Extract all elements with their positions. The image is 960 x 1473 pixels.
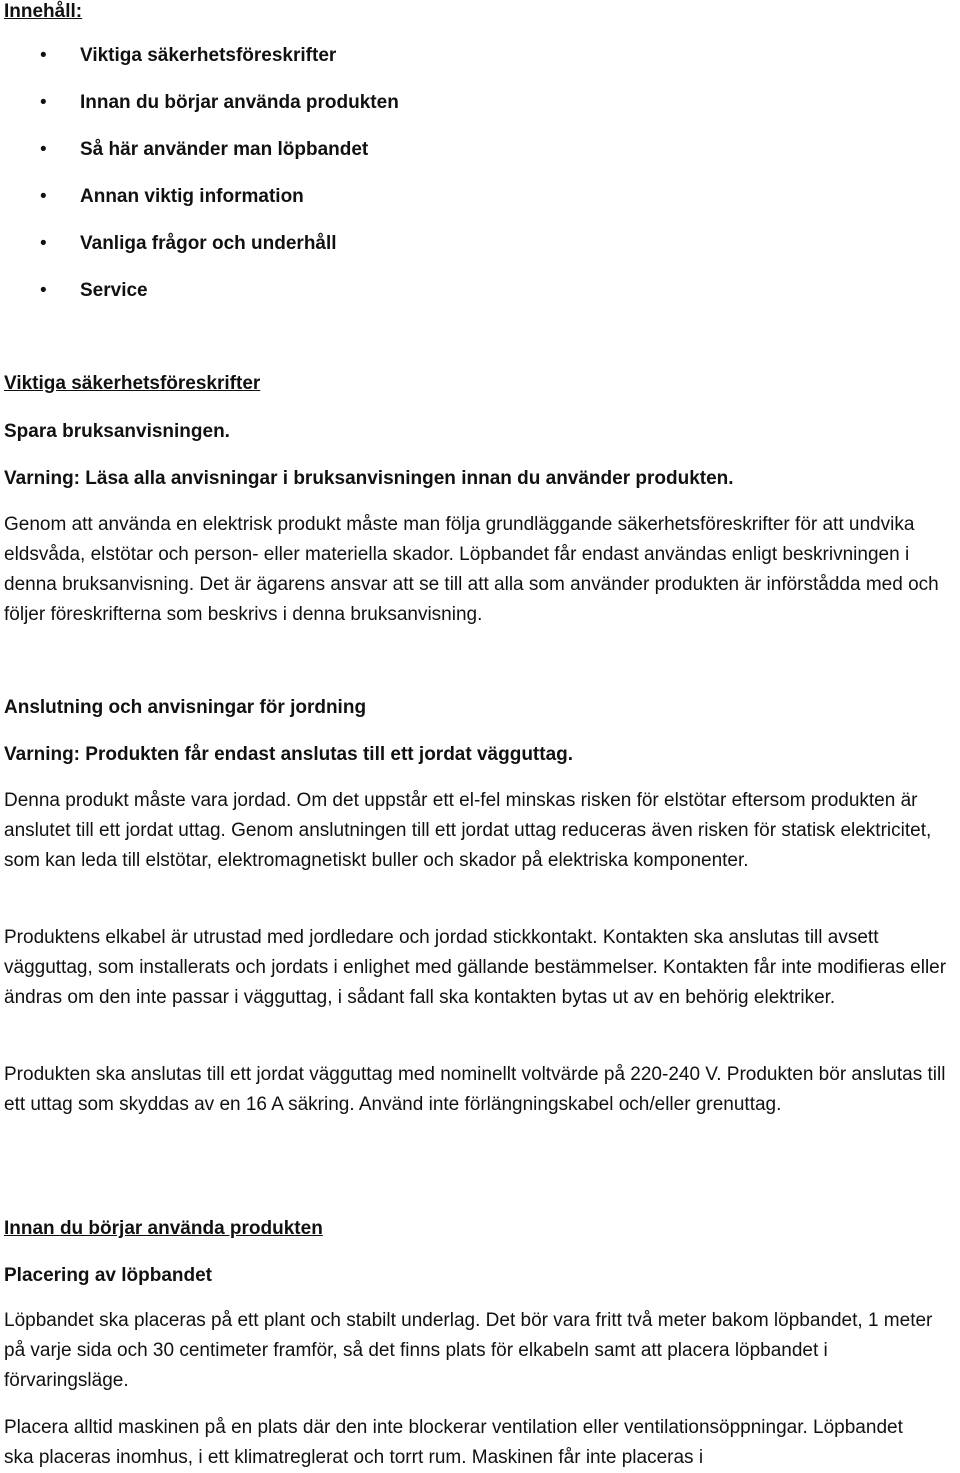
bullet-icon: • — [40, 92, 47, 113]
toc-item-label: Innan du börjar använda produkten — [80, 92, 399, 113]
grounding-warning: Varning: Produkten får endast anslutas till ett jordat vägguttag. — [4, 744, 574, 765]
placement-paragraph-1: Löpbandet ska placeras på ett plant och stabilt underlag. Det bör vara fritt två meter bakom löpbandet, 1 meter på varje sida och 30 centimeter framför, så det finns plats för elkabeln samt att placera löpbandet i förvaringsläge. — [4, 1310, 933, 1391]
grounding-paragraph-2: Produktens elkabel är utrustad med jordledare och jordad stickkontakt. Kontakten ska anslutas till avsett vägguttag, som installerats och jordats i enlighet med gällande bestämmelser. Kontakten får inte modifieras eller ändras om den inte passar i vägguttag, i sådant fall ska kontakten bytas ut av en behörig elektriker. — [4, 927, 947, 1008]
section-heading-before: Innan du börjar använda produkten — [4, 1218, 323, 1239]
toc-item[interactable] — [4, 44, 904, 91]
placement-paragraph-2: Placera alltid maskinen på en plats där den inte blockerar ventilation eller ventilationsöppningar. Löpbandet ska placeras inomhus, i ett klimatreglerat och torrt rum. Maskinen får inte placeras i — [4, 1417, 903, 1468]
toc-item[interactable] — [4, 138, 904, 185]
toc-item[interactable] — [4, 232, 904, 279]
toc-item[interactable] — [4, 279, 904, 326]
save-instructions-text: Spara bruksanvisningen. — [4, 421, 230, 442]
toc-title: Innehåll: — [4, 1, 83, 22]
section-heading-grounding: Anslutning och anvisningar för jordning — [4, 697, 367, 718]
toc-item-label: Så här använder man löpbandet — [80, 139, 369, 160]
safety-body: Genom att använda en elektrisk produkt måste man följa grundläggande säkerhetsföreskrifter för att undvika eldsvåda, elstötar och person- eller materiella skador. Löpbandet får endast användas enligt beskrivningen i denna bruksanvisning. Det är ägarens ansvar att se till att alla som använder produkten är införstådda med och följer föreskrifterna som beskrivs i denna bruksanvisning. — [4, 514, 939, 625]
toc-item[interactable] — [4, 91, 904, 138]
bullet-icon: • — [40, 139, 47, 160]
toc-item-label: Annan viktig information — [80, 186, 304, 207]
bullet-icon: • — [40, 186, 47, 207]
grounding-paragraph-1: Denna produkt måste vara jordad. Om det uppstår ett el-fel minskas risken för elstötar eftersom produkten är anslutet till ett jordat uttag. Genom anslutningen till ett jordat uttag reduceras även risken för statisk elektricitet, som kan leda till elstötar, elektromagnetiskt buller och skador på elektriska komponenter. — [4, 790, 932, 871]
bullet-icon: • — [40, 45, 47, 66]
safety-warning: Varning: Läsa alla anvisningar i bruksanvisningen innan du använder produkten. — [4, 468, 734, 489]
toc-item[interactable] — [4, 185, 904, 232]
section-heading-safety: Viktiga säkerhetsföreskrifter — [4, 373, 261, 394]
toc-list — [4, 44, 904, 326]
toc-item-label: Vanliga frågor och underhåll — [80, 233, 337, 254]
toc-item-label: Viktiga säkerhetsföreskrifter — [80, 45, 337, 66]
grounding-paragraph-3: Produkten ska anslutas till ett jordat vägguttag med nominellt voltvärde på 220-240 V. Produkten bör anslutas till ett uttag som skyddas av en 16 A säkring. Använd inte förlängningskabel och/eller grenuttag. — [4, 1064, 946, 1115]
toc-item-label: Service — [80, 280, 148, 301]
bullet-icon: • — [40, 233, 47, 254]
bullet-icon: • — [40, 280, 47, 301]
placement-subheading: Placering av löpbandet — [4, 1265, 212, 1286]
